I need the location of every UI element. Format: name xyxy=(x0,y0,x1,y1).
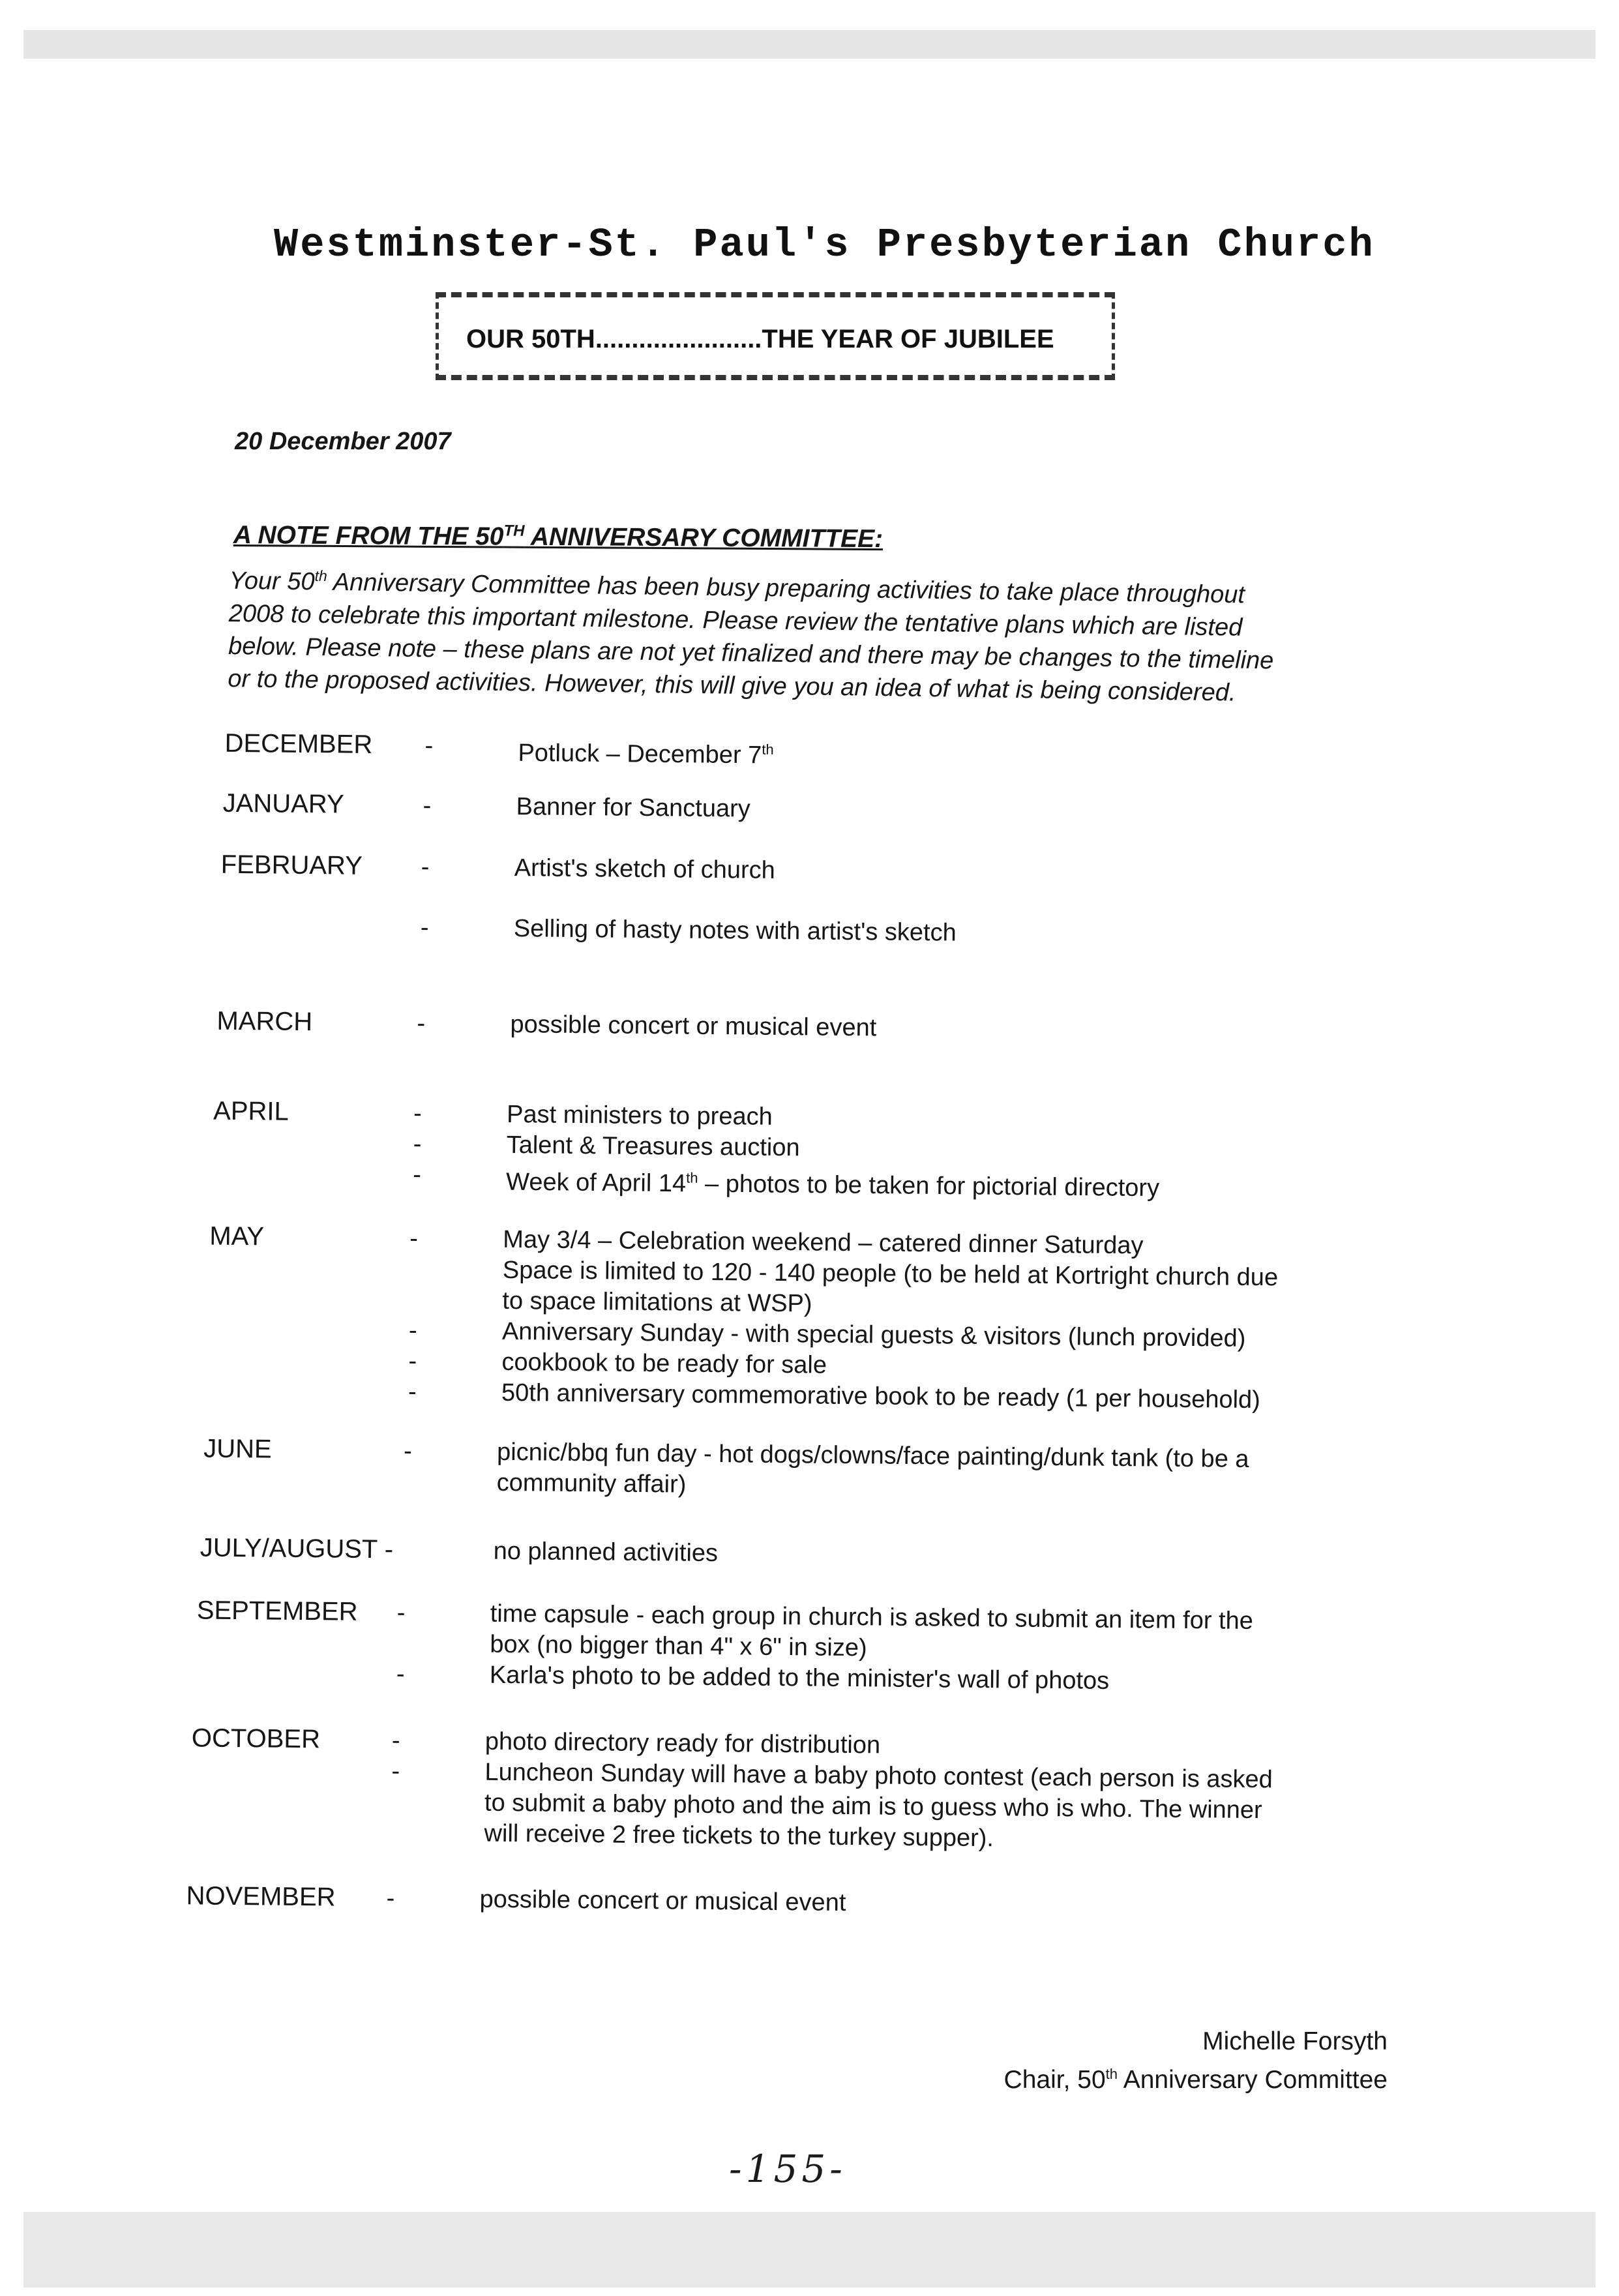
schedule-row-june xyxy=(203,1434,1619,1498)
schedule-item xyxy=(420,914,1619,955)
schedule-row-march xyxy=(216,1006,1619,1042)
schedule-row-february xyxy=(220,850,1619,947)
item-text: cookbook to be ready for sale xyxy=(501,1348,827,1379)
note-line-3: below. Please note – these plans are not yet finalized and there may be changes to the timeline xyxy=(228,632,1274,675)
bullet-dash: - xyxy=(408,1347,417,1375)
month-label: SEPTEMBER xyxy=(196,1596,358,1626)
note-line-1-sup: th xyxy=(314,567,328,585)
month-label: JANUARY xyxy=(222,788,344,819)
item-text: 50th anniversary commemorative book to be ready (1 per household) xyxy=(501,1379,1261,1414)
month-label: OCTOBER xyxy=(191,1723,321,1754)
schedule-item-continued: to submit a baby photo and the aim is to guess who is who. The winner xyxy=(484,1789,1262,1825)
signature-title-pre: Chair, 50 xyxy=(1003,2066,1106,2094)
schedule-item-continued: will receive 2 free tickets to the turkey supper). xyxy=(484,1819,994,1853)
schedule-row-april xyxy=(213,1096,1619,1202)
signature-title xyxy=(1004,2058,1388,2096)
bullet-dash: - xyxy=(408,1317,417,1345)
month-label: FEBRUARY xyxy=(220,850,363,880)
jubilee-banner-text: OUR 50TH.......................THE YEAR OF JUBILEE xyxy=(466,325,1054,353)
item-text: Anniversary Sunday - with special guests & visitors (lunch provided) xyxy=(501,1317,1246,1352)
item-text: possible concert or musical event xyxy=(510,1011,877,1042)
note-line-1-pre: Your 50 xyxy=(229,567,315,596)
month-label: DECEMBER xyxy=(224,728,373,759)
church-name-title: Westminster-St. Paul's Presbyterian Church xyxy=(274,222,1375,268)
schedule-item-continued: box (no bigger than 4" x 6" in size) xyxy=(490,1630,867,1662)
item-text: Selling of hasty notes with artist's sketch xyxy=(513,915,957,947)
schedule-row-may xyxy=(209,1221,1619,1414)
item-text: picnic/bbq fun day - hot dogs/clowns/face painting/dunk tank (to be a xyxy=(496,1438,1249,1473)
item-text: May 3/4 – Celebration weekend – catered dinner Saturday xyxy=(503,1225,1144,1260)
schedule-row-december xyxy=(224,728,1619,769)
month-label: NOVEMBER xyxy=(186,1881,336,1912)
item-text: photo directory ready for distribution xyxy=(484,1727,881,1759)
schedule-item xyxy=(386,1885,1601,1926)
item-text: no planned activities xyxy=(493,1537,719,1568)
bullet-dash: - xyxy=(423,792,432,820)
note-heading-post: ANNIVERSARY COMMITTEE: xyxy=(524,522,884,554)
bullet-dash: - xyxy=(417,1009,426,1037)
bullet-dash: - xyxy=(413,1130,422,1158)
month-label: MAY xyxy=(209,1221,265,1251)
schedule-item xyxy=(421,853,1619,895)
bullet-dash: - xyxy=(413,1161,422,1189)
month-label: MARCH xyxy=(216,1006,313,1037)
note-line-2: 2008 to celebrate this important milestone. Please review the tentative plans which are listed xyxy=(228,599,1243,642)
bullet-dash: - xyxy=(396,1599,406,1627)
signature-block xyxy=(1004,2025,1388,2096)
signature-name: Michelle Forsyth xyxy=(1202,2027,1388,2055)
month-label: JUNE xyxy=(203,1434,272,1464)
schedule-item xyxy=(417,1009,1619,1051)
bullet-dash: - xyxy=(420,914,429,942)
bullet-dash: - xyxy=(424,732,434,760)
item-text: – photos to be taken for pictorial directory xyxy=(698,1170,1160,1202)
item-text: Potluck – December 7 xyxy=(518,739,762,769)
page-number: -155- xyxy=(729,2147,846,2191)
schedule-item-continued: community affair) xyxy=(496,1469,687,1498)
month-label: JULY/AUGUST - xyxy=(200,1533,394,1564)
bullet-dash: - xyxy=(413,1099,422,1127)
schedule-item xyxy=(493,1536,1614,1578)
item-sup: th xyxy=(686,1169,698,1186)
bullet-dash: - xyxy=(409,1225,419,1253)
schedule-row-october xyxy=(191,1723,1619,1853)
item-text: possible concert or musical event xyxy=(479,1885,846,1917)
bullet-dash: - xyxy=(391,1727,400,1755)
schedule-item xyxy=(424,732,1619,779)
letter-date: 20 December 2007 xyxy=(235,428,451,455)
signature-title-sup: th xyxy=(1105,2066,1118,2082)
schedule-item-continued: Space is limited to 120 - 140 people (to be held at Kortright church due xyxy=(502,1256,1279,1292)
note-heading-pre: A NOTE FROM THE 50 xyxy=(233,521,504,551)
schedule-row-january xyxy=(222,788,1619,823)
item-sup: th xyxy=(762,741,774,758)
bullet-dash: - xyxy=(396,1660,405,1688)
schedule-row-september xyxy=(196,1596,1619,1695)
month-label: APRIL xyxy=(213,1096,289,1126)
bullet-dash: - xyxy=(403,1437,413,1465)
bullet-dash: - xyxy=(408,1378,417,1406)
schedule-row-november xyxy=(186,1881,1619,1917)
item-text: Banner for Sanctuary xyxy=(516,793,750,823)
schedule-item-continued: to space limitations at WSP) xyxy=(502,1287,812,1318)
note-line-4: or to the proposed activities. However, this will give you an idea of what is being considered. xyxy=(228,664,1236,707)
signature-title-post: Anniversary Committee xyxy=(1118,2066,1388,2094)
item-text: Week of April 14 xyxy=(505,1168,687,1198)
item-text: Past ministers to preach xyxy=(506,1100,773,1131)
bullet-dash: - xyxy=(391,1757,400,1785)
schedule-row-july-august xyxy=(200,1533,1619,1568)
item-text: Karla's photo to be added to the minister's wall of photos xyxy=(489,1661,1110,1695)
item-text: Talent & Treasures auction xyxy=(506,1131,800,1162)
item-text: Artist's sketch of church xyxy=(514,854,776,884)
item-text: time capsule - each group in church is asked to submit an item for the xyxy=(490,1600,1254,1635)
note-line-1-post: Anniversary Committee has been busy preparing activities to take place throughout xyxy=(327,568,1245,609)
schedule-item xyxy=(423,792,1619,833)
bullet-dash: - xyxy=(421,853,430,881)
note-heading-sup: TH xyxy=(503,522,525,540)
bullet-dash: - xyxy=(386,1885,395,1913)
item-text: Luncheon Sunday will have a baby photo contest (each person is asked xyxy=(484,1758,1273,1794)
